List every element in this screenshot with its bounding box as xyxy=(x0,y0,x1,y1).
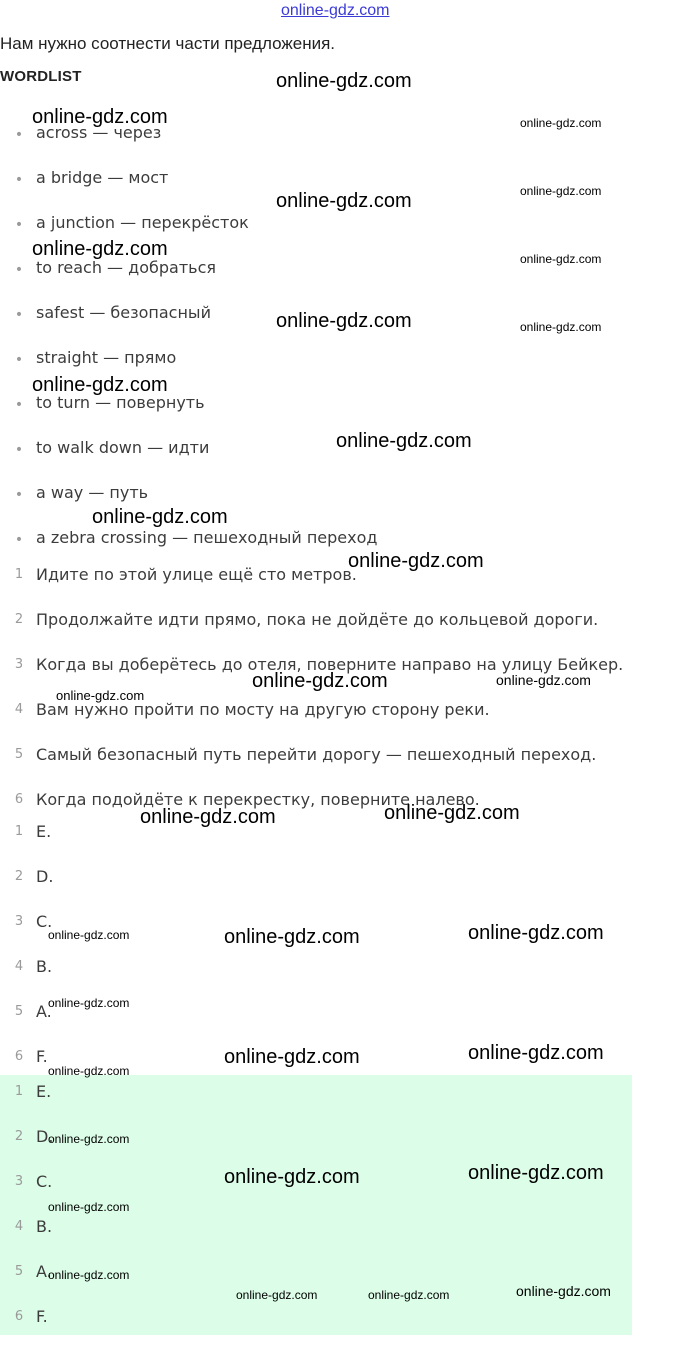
watermark: online-gdz.com xyxy=(468,922,604,944)
answer-key-letter: A. xyxy=(36,1262,52,1281)
watermark: online-gdz.com xyxy=(224,1166,360,1188)
watermark: online-gdz.com xyxy=(468,1042,604,1064)
sentence-text: Идите по этой улице ещё сто метров. xyxy=(36,565,357,584)
item-number: 4 xyxy=(14,1219,24,1234)
item-number: 4 xyxy=(14,702,24,717)
wordlist-entry: a way — путь xyxy=(36,483,149,502)
watermark: online-gdz.com xyxy=(236,1288,318,1302)
sentence-text: Когда подойдёте к перекрестку, поверните налево. xyxy=(36,790,480,809)
bullet-icon: • xyxy=(14,172,24,188)
wordlist-entry: to walk down — идти xyxy=(36,438,210,457)
wordlist-entry: to turn — повернуть xyxy=(36,393,205,412)
sentence-text: Продолжайте идти прямо, пока не дойдёте до кольцевой дороги. xyxy=(36,610,599,629)
watermark: online-gdz.com xyxy=(520,252,602,266)
watermark: online-gdz.com xyxy=(276,310,412,332)
answer-key-letter: B. xyxy=(36,1217,53,1236)
watermark: online-gdz.com xyxy=(348,550,484,572)
item-number: 1 xyxy=(14,1084,24,1099)
wordlist-entry: across — через xyxy=(36,123,162,142)
watermark: online-gdz.com xyxy=(368,1288,450,1302)
watermark: online-gdz.com xyxy=(520,320,602,334)
answer-letter: E. xyxy=(36,822,52,841)
item-number: 5 xyxy=(14,747,24,762)
answer-letter: F. xyxy=(36,1047,48,1066)
item-number: 1 xyxy=(14,567,24,582)
watermark: online-gdz.com xyxy=(48,1064,130,1078)
wordlist-entry: to reach — добраться xyxy=(36,258,216,277)
answer-letter: B. xyxy=(36,957,53,976)
wordlist-entry: safest — безопасный xyxy=(36,303,211,322)
watermark: online-gdz.com xyxy=(516,1283,611,1299)
watermark: online-gdz.com xyxy=(56,688,145,703)
bullet-icon: • xyxy=(14,262,24,278)
watermark: online-gdz.com xyxy=(92,506,228,528)
sentence-text: Когда вы доберётесь до отеля, поверните направо на улицу Бейкер. xyxy=(36,655,624,674)
bullet-icon: • xyxy=(14,352,24,368)
wordlist-entry: straight — прямо xyxy=(36,348,177,367)
watermark: online-gdz.com xyxy=(520,116,602,130)
sentence-text: Вам нужно пройти по мосту на другую сторону реки. xyxy=(36,700,490,719)
watermark: online-gdz.com xyxy=(276,190,412,212)
bullet-icon: • xyxy=(14,127,24,143)
answer-key-letter: F. xyxy=(36,1307,48,1326)
answer-key-letter: D. xyxy=(36,1127,54,1146)
answer-letter: C. xyxy=(36,912,53,931)
sentence-text: Самый безопасный путь перейти дорогу — пешеходный переход. xyxy=(36,745,597,764)
item-number: 2 xyxy=(14,1129,24,1144)
item-number: 1 xyxy=(14,824,24,839)
item-number: 4 xyxy=(14,959,24,974)
watermark: online-gdz.com xyxy=(32,238,168,260)
bullet-icon: • xyxy=(14,307,24,323)
wordlist-entry: a junction — перекрёсток xyxy=(36,213,249,232)
bullet-icon: • xyxy=(14,217,24,233)
answer-letter: D. xyxy=(36,867,54,886)
bullet-icon: • xyxy=(14,532,24,548)
watermark: online-gdz.com xyxy=(224,926,360,948)
watermark: online-gdz.com xyxy=(48,1200,130,1214)
item-number: 6 xyxy=(14,792,24,807)
item-number: 6 xyxy=(14,1049,24,1064)
wordlist-heading: WORDLIST xyxy=(0,68,82,85)
item-number: 6 xyxy=(14,1309,24,1324)
answer-key-letter: E. xyxy=(36,1082,52,1101)
site-logo-link[interactable]: online-gdz.com xyxy=(281,2,390,19)
bullet-icon: • xyxy=(14,442,24,458)
watermark: online-gdz.com xyxy=(496,672,591,688)
watermark: online-gdz.com xyxy=(48,928,130,942)
watermark: online-gdz.com xyxy=(32,106,168,128)
wordlist-entry: a zebra crossing — пешеходный переход xyxy=(36,528,378,547)
answer-key-letter: C. xyxy=(36,1172,53,1191)
watermark: online-gdz.com xyxy=(48,1132,130,1146)
watermark: online-gdz.com xyxy=(48,996,130,1010)
watermark: online-gdz.com xyxy=(520,184,602,198)
watermark: online-gdz.com xyxy=(140,806,276,828)
item-number: 5 xyxy=(14,1264,24,1279)
item-number: 5 xyxy=(14,1004,24,1019)
bullet-icon: • xyxy=(14,487,24,503)
watermark: online-gdz.com xyxy=(336,430,472,452)
item-number: 2 xyxy=(14,869,24,884)
wordlist-entry: a bridge — мост xyxy=(36,168,169,187)
item-number: 2 xyxy=(14,612,24,627)
watermark: online-gdz.com xyxy=(48,1268,130,1282)
bullet-icon: • xyxy=(14,397,24,413)
item-number: 3 xyxy=(14,914,24,929)
item-number: 3 xyxy=(14,1174,24,1189)
watermark: online-gdz.com xyxy=(32,374,168,396)
item-number: 3 xyxy=(14,657,24,672)
answer-letter: A. xyxy=(36,1002,52,1021)
intro-text: Нам нужно соотнести части предложения. xyxy=(0,34,336,53)
watermark: online-gdz.com xyxy=(224,1046,360,1068)
watermark: online-gdz.com xyxy=(276,70,412,92)
watermark: online-gdz.com xyxy=(384,802,520,824)
watermark: online-gdz.com xyxy=(252,670,388,692)
watermark: online-gdz.com xyxy=(468,1162,604,1184)
